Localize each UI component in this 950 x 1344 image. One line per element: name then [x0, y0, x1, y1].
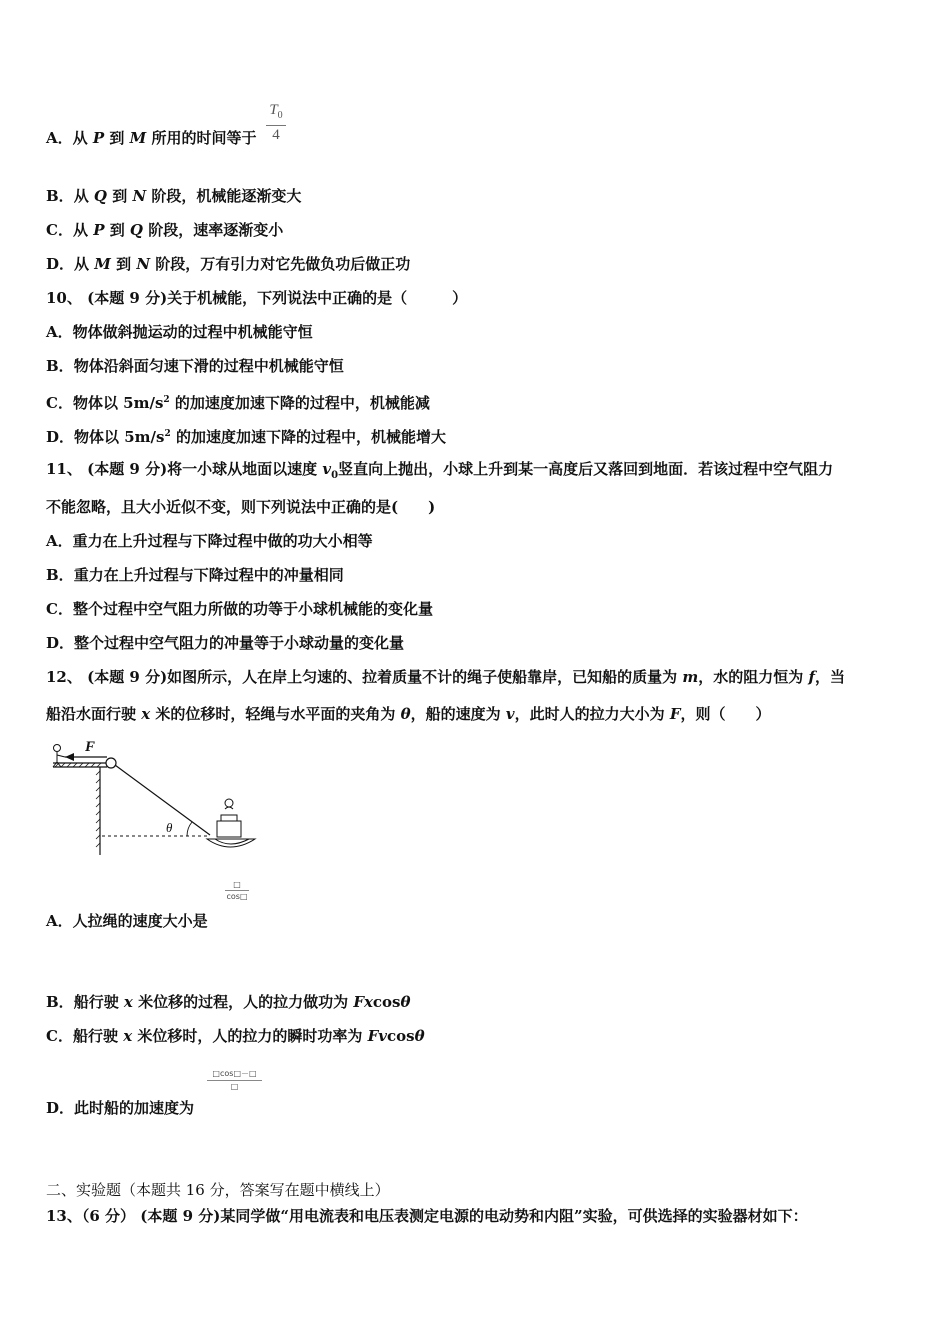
- q13-stem: 13、（6 分） (本题 9 分)某同学做“用电流表和电压表测定电源的电动势和内阻”实验，可供选择的实验器材如下：: [46, 1207, 808, 1225]
- fraction-t0-over-4: $T_0$ 4: [266, 102, 286, 143]
- q12-stem-line2: 船沿水面行驶 x 米的位移时，轻绳与水平面的夹角为 θ，船的速度为 v，此时人的拉力大小为 F，则（ ）: [46, 705, 771, 723]
- q11-option-a: A．重力在上升过程与下降过程中做的功大小相等: [46, 532, 373, 550]
- q12-option-a: A．人拉绳的速度大小是: [46, 912, 208, 930]
- person-icon: [54, 745, 61, 752]
- q11-option-d: D．整个过程中空气阻力的冲量等于小球动量的变化量: [46, 634, 405, 652]
- angle-label: θ: [166, 820, 173, 835]
- q11-stem-line1: 11、 (本题 9 分)将一小球从地面以速度 $v_0$竖直向上抛出，小球上升到某一高度后又落回到地面．若该过程中空气阻力: [46, 460, 834, 481]
- option-label: A．: [46, 129, 73, 147]
- q10-stem: 10、 (本题 9 分)关于机械能，下列说法中正确的是（ ）: [46, 289, 468, 307]
- q12-option-b: B．船行驶 x 米位移的过程，人的拉力做功为 Fxcosθ: [46, 993, 411, 1011]
- q9-option-d: D．从 M 到 N 阶段，万有引力对它先做负功后做正功: [46, 255, 411, 273]
- boat-rope-pulley-figure: [45, 735, 265, 860]
- q12-option-c: C．船行驶 x 米位移时，人的拉力的瞬时功率为 Fvcosθ: [46, 1027, 425, 1045]
- q12-option-d: D．此时船的加速度为: [46, 1099, 195, 1117]
- q11-stem-line2: 不能忽略，且大小近似不变，则下列说法中正确的是( ): [46, 498, 436, 516]
- q9-option-b: B．从 Q 到 N 阶段，机械能逐渐变大: [46, 187, 302, 205]
- q9-option-c: C．从 P 到 Q 阶段，速率逐渐变小: [46, 221, 284, 239]
- q11-option-b: B．重力在上升过程与下降过程中的冲量相同: [46, 566, 344, 584]
- q11-option-c: C．整个过程中空气阻力所做的功等于小球机械能的变化量: [46, 600, 433, 618]
- q10-option-b: B．物体沿斜面匀速下滑的过程中机械能守恒: [46, 357, 344, 375]
- q10-option-c: C．物体以 $5m/s^2$ 的加速度加速下降的过程中，机械能减: [46, 394, 430, 412]
- d-acceleration-fraction: □cos□－□ □: [207, 1068, 262, 1091]
- q10-option-d: D．物体以 $5m/s^2$ 的加速度加速下降的过程中，机械能增大: [46, 428, 446, 446]
- q12-stem-line1: 12、 (本题 9 分)如图所示，人在岸上匀速的、拉着质量不计的绳子使船靠岸，已知船的质量为 m，水的阻力恒为 f，当: [46, 668, 845, 686]
- boat-icon: [207, 799, 255, 847]
- section-heading-experiment: 二、实验题（本题共 16 分，答案写在题中横线上）: [46, 1181, 390, 1199]
- pulley-icon: [106, 758, 116, 768]
- a-velocity-fraction: □ cos□: [226, 880, 248, 901]
- q10-option-a: A．物体做斜抛运动的过程中机械能守恒: [46, 323, 313, 341]
- q9-option-a: A．从 P 到 M 所用的时间等于: [46, 129, 257, 147]
- force-label: F: [85, 739, 96, 755]
